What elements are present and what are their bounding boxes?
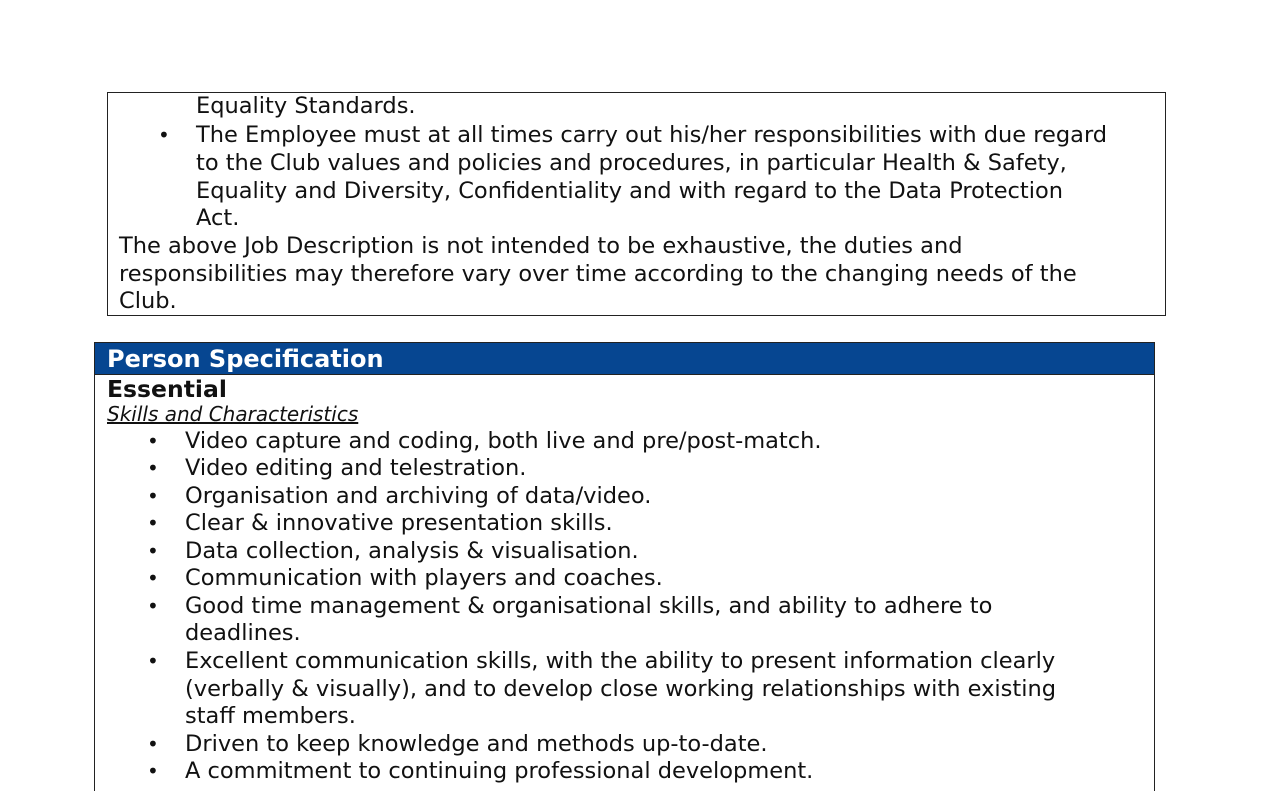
job-description-box xyxy=(107,92,1166,316)
list-item-text: staff members. xyxy=(185,703,356,729)
bullet-icon: • xyxy=(147,732,159,756)
bullet-icon: • xyxy=(147,649,159,673)
list-item-text: Excellent communication skills, with the ability to present information clearly xyxy=(185,648,1056,674)
list-item-text: Driven to keep knowledge and methods up-to-date. xyxy=(185,731,768,757)
closing-statement-line-2: responsibilities may therefore vary over time according to the changing needs of the xyxy=(119,261,1077,287)
list-item-text: Data collection, analysis & visualisation. xyxy=(185,538,639,564)
list-item-text: deadlines. xyxy=(185,620,301,646)
list-item-text: Good time management & organisational skills, and ability to adhere to xyxy=(185,593,993,619)
closing-statement-line-3: Club. xyxy=(119,288,177,314)
list-item-text: A commitment to continuing professional development. xyxy=(185,758,814,784)
skills-characteristics-heading: Skills and Characteristics xyxy=(107,402,359,426)
bullet-icon: • xyxy=(147,759,159,783)
bullet-icon: • xyxy=(147,511,159,535)
employee-responsibility-line-4: Act. xyxy=(196,205,240,231)
bullet-icon: • xyxy=(147,429,159,453)
bullet-icon: • xyxy=(147,539,159,563)
person-specification-header xyxy=(95,343,1154,375)
bullet-icon: • xyxy=(147,566,159,590)
bullet-icon: • xyxy=(158,123,170,147)
list-item-text: Communication with players and coaches. xyxy=(185,565,663,591)
list-item-text: Organisation and archiving of data/video. xyxy=(185,483,652,509)
equality-standards-line: Equality Standards. xyxy=(196,93,416,119)
employee-responsibility-line-2: to the Club values and policies and procedures, in particular Health & Safety, xyxy=(196,150,1067,176)
list-item-text: Video editing and telestration. xyxy=(185,455,527,481)
list-item-text: (verbally & visually), and to develop close working relationships with existing xyxy=(185,676,1056,702)
list-item-text: Video capture and coding, both live and pre/post-match. xyxy=(185,428,822,454)
bullet-icon: • xyxy=(147,594,159,618)
essential-heading: Essential xyxy=(107,375,227,403)
person-specification-title: Person Specification xyxy=(107,345,384,373)
employee-responsibility-line-3: Equality and Diversity, Confidentiality and with regard to the Data Protection xyxy=(196,178,1064,204)
list-item-text: Clear & innovative presentation skills. xyxy=(185,510,613,536)
employee-responsibility-line-1: The Employee must at all times carry out his/her responsibilities with due regard xyxy=(196,122,1108,148)
closing-statement-line-1: The above Job Description is not intended to be exhaustive, the duties and xyxy=(119,233,963,259)
person-specification-box xyxy=(94,342,1155,791)
bullet-icon: • xyxy=(147,456,159,480)
bullet-icon: • xyxy=(147,484,159,508)
